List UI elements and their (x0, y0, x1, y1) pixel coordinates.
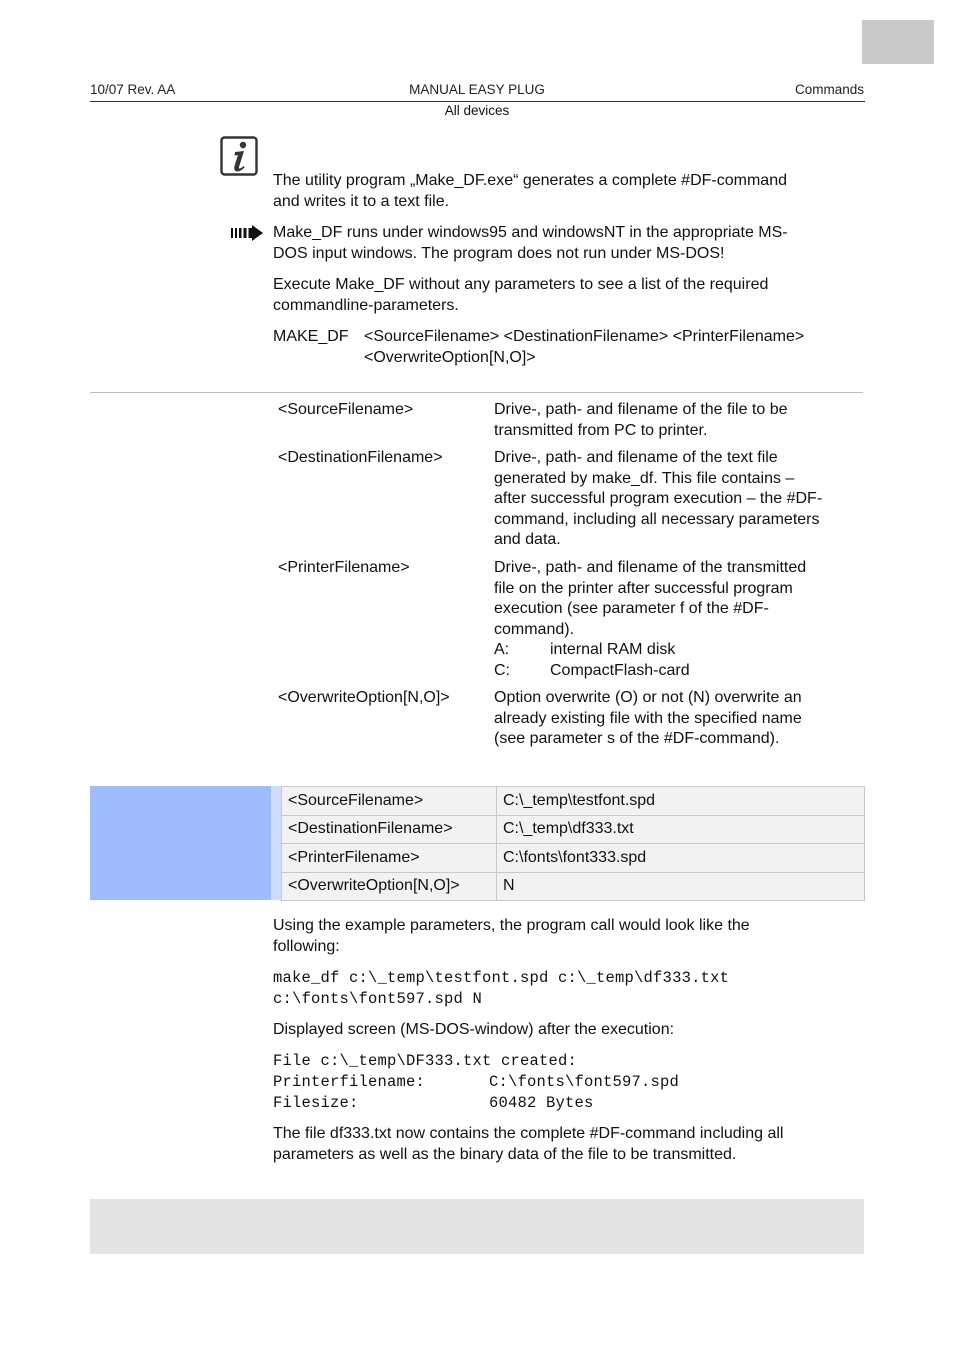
intro-paragraph-3 (273, 275, 863, 316)
text-line: execution (see parameter f of the #DF- (494, 600, 769, 617)
example-table (281, 786, 865, 901)
result-paragraph (273, 1124, 863, 1165)
drive-description: internal RAM disk (550, 641, 676, 658)
text-line: DOS input windows. The program does not run under MS-DOS! (273, 244, 725, 262)
info-note-icon (220, 136, 258, 176)
text-line: command). (494, 620, 575, 638)
code-line: c:\fonts\font597.spd N (273, 990, 483, 1008)
example-value: C:\_temp\testfont.spd (497, 787, 865, 816)
table-row (282, 844, 865, 873)
screen-caption: Displayed screen (MS-DOS-window) after the execution: (273, 1021, 675, 1038)
example-value: N (497, 872, 865, 901)
param-name: <DestinationFilename> (278, 449, 443, 466)
text-line: after successful program execution – the #DF- (494, 490, 823, 507)
drive-description: CompactFlash-card (550, 661, 690, 679)
text-line: already existing file with the specified name (494, 709, 802, 727)
text-line: command, including all necessary parameters (494, 510, 820, 528)
example-sidebar-strip (271, 786, 281, 900)
example-param: <DestinationFilename> (282, 815, 497, 844)
header-section: Commands (794, 82, 864, 97)
drive-letter: A: (494, 641, 510, 658)
header-rule (90, 101, 865, 102)
intro-paragraph-1 (273, 171, 863, 212)
output-value: 60482 Bytes (489, 1094, 594, 1112)
text-line: transmitted from PC to printer. (494, 421, 708, 439)
usage-paragraph (273, 916, 863, 957)
example-sidebar (90, 786, 271, 900)
output-label: Printerfilename: (273, 1073, 426, 1091)
code-line (273, 1093, 863, 1114)
text-line: and writes it to a text file. (273, 192, 450, 210)
code-line: make_df c:\_temp\testfont.spd c:\_temp\df333.txt (273, 969, 730, 987)
param-description (494, 688, 862, 750)
text-line: following: (273, 937, 340, 955)
param-name: <PrinterFilename> (278, 559, 410, 576)
corner-tab-box (862, 20, 934, 64)
drive-option (494, 640, 862, 661)
section-divider (90, 392, 863, 393)
header-revision: 10/07 Rev. AA (90, 82, 176, 97)
text-line: <SourceFilename> <DestinationFilename> <PrinterFilename> (364, 328, 805, 345)
text-line: and data. (494, 531, 561, 548)
example-param: <PrinterFilename> (282, 844, 497, 873)
syntax-command: MAKE_DF (273, 328, 349, 345)
drive-letter: C: (494, 661, 510, 679)
footer-box (90, 1199, 864, 1254)
header-title: MANUAL EASY PLUG (409, 82, 545, 97)
example-value: C:\fonts\font333.spd (497, 844, 865, 873)
code-line (273, 1072, 863, 1093)
drive-option (494, 661, 862, 682)
intro-paragraph-2 (273, 223, 863, 264)
arrow-right-icon (230, 224, 264, 242)
table-row (282, 787, 865, 816)
table-row (282, 815, 865, 844)
screen-output (273, 1051, 863, 1114)
text-line: The utility program „Make_DF.exe“ generates a complete #DF-command (273, 172, 787, 189)
syntax-arguments (364, 327, 864, 368)
example-param: <OverwriteOption[N,O]> (282, 872, 497, 901)
param-description (494, 400, 862, 441)
param-name: <SourceFilename> (278, 401, 414, 418)
output-value: C:\fonts\font597.spd (489, 1073, 680, 1091)
text-line: parameters as well as the binary data of the file to be transmitted. (273, 1145, 737, 1163)
text-line: Make_DF runs under windows95 and windowsNT in the appropriate MS- (273, 224, 788, 241)
text-line: Drive-, path- and filename of the file to be (494, 401, 788, 418)
table-row (282, 872, 865, 901)
text-line: Execute Make_DF without any parameters to see a list of the required (273, 276, 769, 293)
text-line: generated by make_df. This file contains – (494, 469, 795, 487)
text-line: <OverwriteOption[N,O]> (364, 348, 536, 366)
example-block (90, 786, 865, 900)
header-subtitle: All devices (444, 103, 510, 118)
command-example (273, 968, 863, 1010)
text-line: Drive-, path- and filename of the transmitted (494, 559, 807, 576)
code-line: File c:\_temp\DF333.txt created: (273, 1052, 578, 1070)
text-line: file on the printer after successful program (494, 579, 793, 597)
text-line: The file df333.txt now contains the complete #DF-command including all (273, 1125, 784, 1142)
text-line: Using the example parameters, the program call would look like the (273, 917, 750, 934)
text-line: (see parameter s of the #DF-command). (494, 730, 780, 747)
output-label: Filesize: (273, 1094, 359, 1112)
text-line: Option overwrite (O) or not (N) overwrite an (494, 689, 802, 706)
param-name: <OverwriteOption[N,O]> (278, 689, 450, 706)
text-line: Drive-, path- and filename of the text file (494, 449, 778, 466)
param-description (494, 448, 862, 551)
example-param: <SourceFilename> (282, 787, 497, 816)
text-line: commandline-parameters. (273, 296, 459, 314)
param-description (494, 558, 862, 681)
example-value: C:\_temp\df333.txt (497, 815, 865, 844)
